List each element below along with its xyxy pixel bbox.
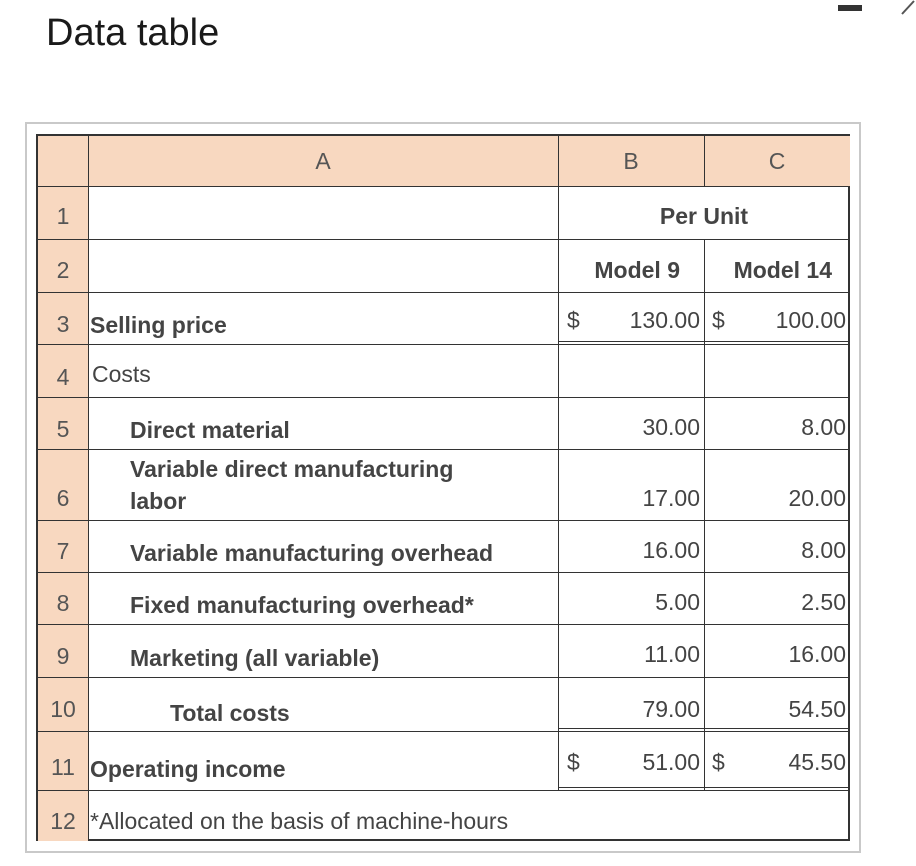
selling-price-label: Selling price (90, 312, 227, 338)
direct-material-model-9: 30.00 (642, 414, 700, 440)
currency-symbol: $ (712, 749, 725, 775)
footnote: *Allocated on the basis of machine-hours (90, 808, 509, 834)
total-costs-model-9: 79.00 (642, 696, 700, 722)
grid-line (38, 624, 850, 625)
column-header-b: B (558, 136, 704, 186)
fixed-overhead-label: Fixed manufacturing overhead* (130, 592, 474, 618)
total-costs-label: Total costs (170, 700, 290, 726)
model-9-header: Model 9 (594, 257, 680, 283)
variable-overhead-model-14: 8.00 (801, 537, 846, 563)
row-number: 5 (38, 397, 88, 449)
variable-labor-model-14: 20.00 (788, 485, 846, 511)
row-number: 8 (38, 572, 88, 624)
variable-overhead-label: Variable manufacturing overhead (130, 540, 494, 566)
fixed-overhead-model-9: 5.00 (655, 589, 700, 615)
fixed-overhead-model-14: 2.50 (801, 589, 846, 615)
selling-price-model-14: 100.00 (775, 307, 846, 333)
spreadsheet (36, 134, 850, 841)
per-unit-header: Per Unit (659, 203, 749, 229)
row-number: 7 (38, 520, 88, 572)
grid-line (558, 136, 559, 790)
marketing-model-9: 11.00 (644, 641, 700, 667)
page-title: Data table (46, 12, 220, 54)
direct-material-label: Direct material (130, 417, 290, 443)
currency-symbol: $ (567, 749, 580, 775)
grid-line (38, 572, 850, 573)
corner-header (38, 136, 88, 186)
grid-line (38, 397, 850, 398)
direct-material-model-14: 8.00 (801, 414, 846, 440)
operating-income-model-14: 45.50 (788, 749, 846, 775)
variable-labor-model-9: 17.00 (642, 485, 700, 511)
row-number: 12 (38, 790, 88, 841)
row-number: 3 (38, 292, 88, 344)
variable-overhead-model-9: 16.00 (642, 537, 700, 563)
minimize-button[interactable] (838, 5, 862, 11)
row-number: 1 (38, 186, 88, 239)
variable-labor-label-line1: Variable direct manufacturing (130, 456, 454, 482)
row-number: 4 (38, 344, 88, 397)
marketing-model-14: 16.00 (788, 641, 846, 667)
operating-income-label: Operating income (90, 756, 286, 782)
column-header-c: C (704, 136, 850, 186)
costs-label: Costs (92, 361, 151, 387)
grid-line (704, 136, 705, 186)
marketing-label: Marketing (all variable) (130, 645, 380, 671)
total-costs-model-14: 54.50 (788, 696, 846, 722)
grid-line (88, 136, 89, 841)
grid-line (38, 449, 850, 450)
model-14-header: Model 14 (733, 257, 832, 283)
column-header-a: A (88, 136, 558, 186)
variable-labor-label-line2: labor (130, 488, 187, 514)
grid-line (38, 677, 850, 678)
row-number: 6 (38, 449, 88, 520)
operating-income-model-9: 51.00 (642, 749, 700, 775)
selling-price-model-9: 130.00 (629, 307, 700, 333)
currency-symbol: $ (712, 307, 725, 333)
grid-line (38, 186, 850, 187)
grid-line (38, 292, 850, 293)
grid-line (38, 239, 850, 240)
row-number: 2 (38, 239, 88, 292)
close-icon[interactable] (898, 0, 916, 16)
row-number: 10 (38, 677, 88, 731)
grid-line (704, 239, 705, 790)
grid-line (38, 520, 850, 521)
row-number: 9 (38, 624, 88, 677)
row-number: 11 (38, 731, 88, 790)
currency-symbol: $ (567, 307, 580, 333)
